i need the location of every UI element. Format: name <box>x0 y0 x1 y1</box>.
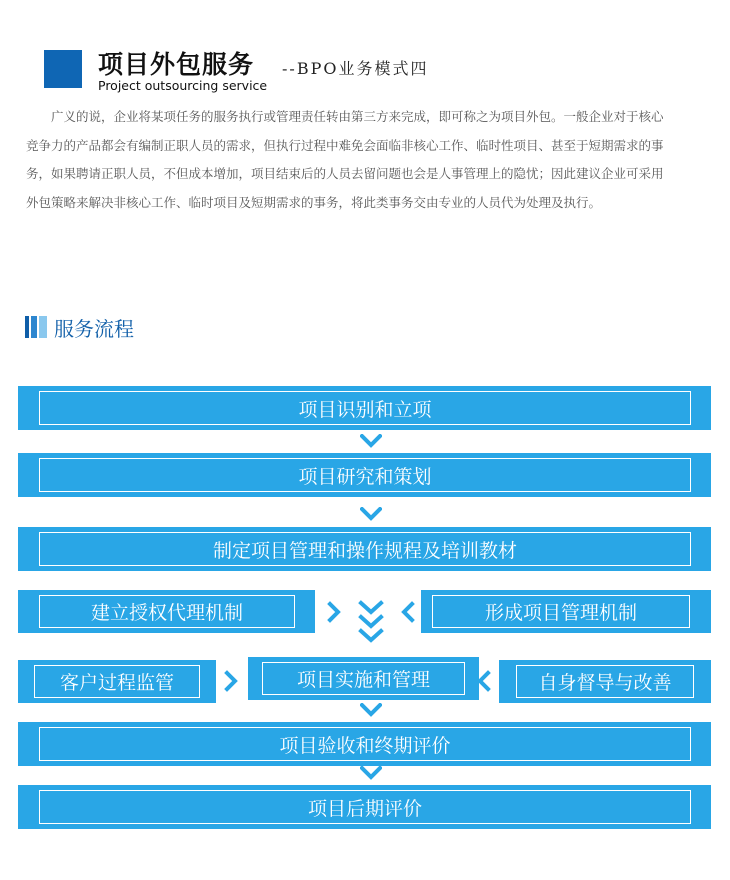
flow-step-5-left <box>18 660 216 703</box>
flow-step-1 <box>18 386 711 430</box>
chevron-down-icon <box>360 703 382 717</box>
page-title: 项目外包服务 <box>98 50 255 79</box>
double-chevron-down-icon <box>358 600 384 648</box>
flow-step-3-label: 制定项目管理和操作规程及培训教材 <box>39 532 691 566</box>
intro-paragraph: 广义的说，企业将某项任务的服务执行或管理责任转由第三方来完成，即可称之为项目外包。一般企业对于核心竞争力的产品都会有编制正职人员的需求，但执行过程中难免会面临非核心工作、临时性项目、甚至于短期需求的事务，如果聘请正职人员，不但成本增加，项目结束后的人员去留问题也会是人事管理上的隐忧；因此建议企业可采用外包策略来解决非核心工作、临时项目及短期需求的事务，将此类事务交由专业的人员代为处理及执行。 <box>26 109 664 210</box>
title-square-icon <box>44 50 82 88</box>
chevron-left-icon <box>477 670 491 692</box>
flow-step-3 <box>18 527 711 571</box>
flow-step-5-left-label: 客户过程监管 <box>34 665 200 698</box>
flow-step-4-left <box>18 590 315 633</box>
flow-step-7-label: 项目后期评价 <box>39 790 691 824</box>
chevron-down-icon <box>360 507 382 521</box>
flow-step-6 <box>18 722 711 766</box>
flow-step-1-label: 项目识别和立项 <box>39 391 691 425</box>
flow-step-4-left-label: 建立授权代理机制 <box>39 595 295 628</box>
chevron-right-icon <box>327 601 341 623</box>
flow-step-4-right <box>421 590 711 633</box>
chevron-down-icon <box>360 766 382 780</box>
chevron-left-icon <box>401 601 415 623</box>
flow-step-5-right-label: 自身督导与改善 <box>516 665 694 698</box>
page-subtitle: --BPO业务模式四 <box>282 59 429 78</box>
section-title: 服务流程 <box>54 317 134 341</box>
flow-step-6-label: 项目验收和终期评价 <box>39 727 691 761</box>
flow-step-4-right-label: 形成项目管理机制 <box>432 595 690 628</box>
flow-step-5-center-label: 项目实施和管理 <box>262 662 465 695</box>
chevron-right-icon <box>224 670 238 692</box>
flow-step-2-label: 项目研究和策划 <box>39 458 691 492</box>
flow-step-2 <box>18 453 711 497</box>
page-title-english: Project outsourcing service <box>98 78 268 93</box>
flow-step-7 <box>18 785 711 829</box>
flow-step-5-right <box>499 660 711 703</box>
chevron-down-icon <box>360 434 382 448</box>
flow-step-5-center <box>248 657 479 700</box>
section-bars-icon <box>25 316 47 338</box>
